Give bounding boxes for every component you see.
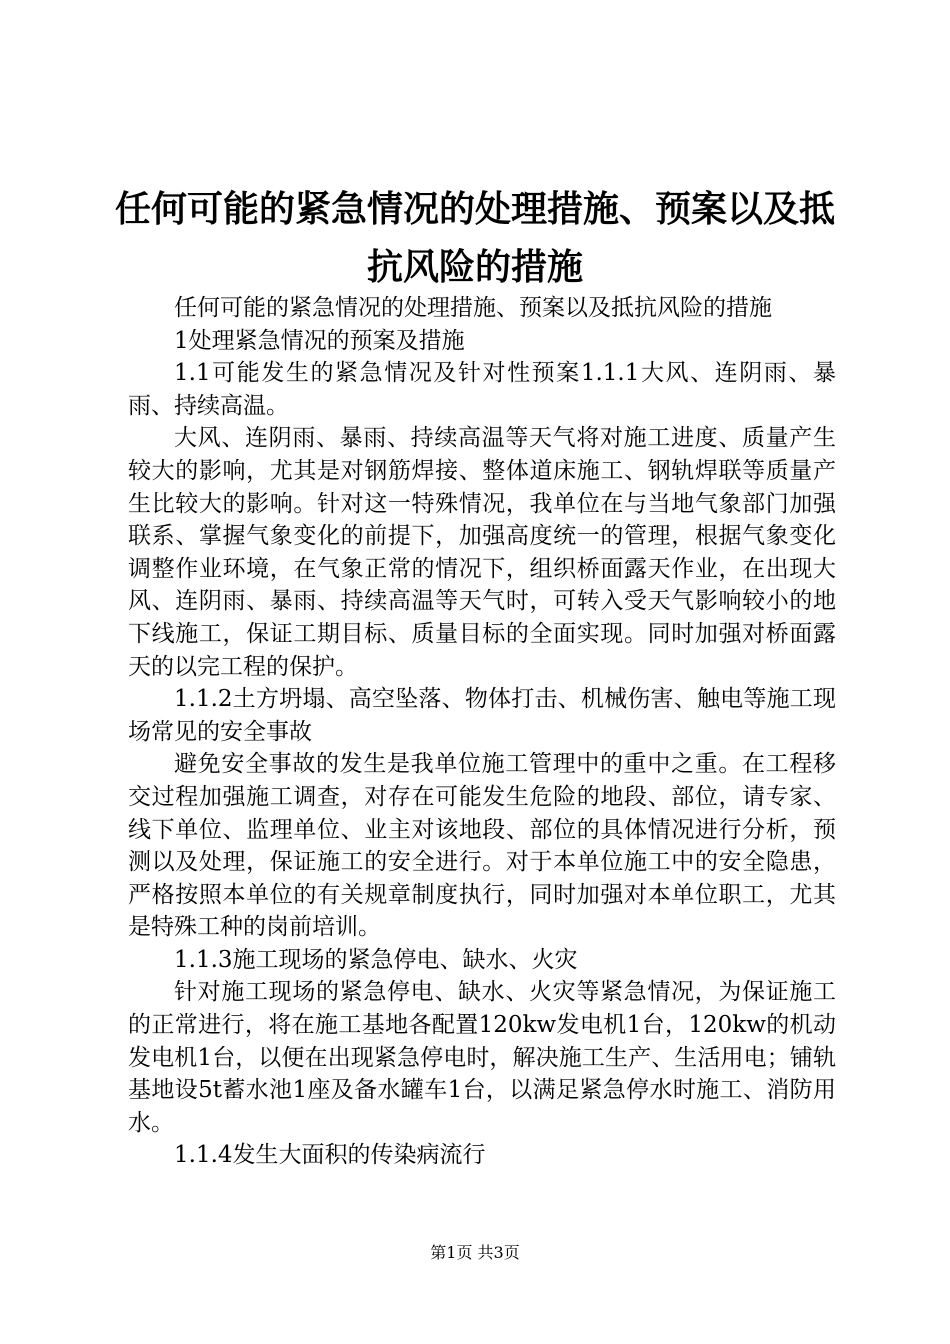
subsection-heading: 1.1.3施工现场的紧急停电、缺水、火灾 [174, 946, 578, 973]
page-number-footer: 第1页 共3页 [430, 1243, 520, 1262]
body-paragraph: 大风、连阴雨、暴雨、持续高温等天气将对施工进度、质量产生较大的影响，尤其是对钢筋焊接、整体道床施工、钢轨焊联等质量产生比较大的影响。针对这一特殊情况，我单位在与当地气象部门加强联系、掌握气象变化的前提下，加强高度统一的管理，根据气象变化调整作业环境，在气象正常的情况下，组织桥面露天作业，在出现大风、连阴雨、暴雨、持续高温等天气时，可转入受天气影响较小的地下线施工，保证工期目标、质量目标的全面实现。同时加强对桥面露天的以完工程的保护。 [128, 425, 836, 680]
body-paragraph: 针对施工现场的紧急停电、缺水、火灾等紧急情况，为保证施工的正常进行，将在施工基地各配置120kw发电机1台，120kw的机动发电机1台，以便在出现紧急停电时，解决施工生产、生活用电；铺轨基地设5t蓄水池1座及备水罐车1台，以满足紧急停水时施工、消防用水。 [128, 979, 836, 1136]
body-paragraph: 避免安全事故的发生是我单位施工管理中的重中之重。在工程移交过程加强施工调查，对存在可能发生危险的地段、部位，请专家、线下单位、监理单位、业主对该地段、部位的具体情况进行分析，预测以及处理，保证施工的安全进行。对于本单位施工中的安全隐患，严格按照本单位的有关规章制度执行，同时加强对本单位职工，尤其是特殊工种的岗前培训。 [128, 751, 836, 941]
document-body [128, 292, 836, 1172]
subsection-heading: 1.1.2土方坍塌、高空坠落、物体打击、机械伤害、触电等施工现场常见的安全事故 [128, 686, 836, 745]
section-heading: 1处理紧急情况的预案及措施 [174, 327, 465, 354]
subtitle-paragraph: 任何可能的紧急情况的处理措施、预案以及抵抗风险的措施 [174, 295, 772, 321]
document-title-line-1: 任何可能的紧急情况的处理措施、预案以及抵 [114, 189, 835, 230]
subsection-heading: 1.1可能发生的紧急情况及针对性预案1.1.1大风、连阴雨、暴雨、持续高温。 [128, 360, 836, 419]
subsection-heading: 1.1.4发生大面积的传染病流行 [174, 1142, 486, 1169]
document-title-line-2: 抗风险的措施 [366, 247, 583, 288]
